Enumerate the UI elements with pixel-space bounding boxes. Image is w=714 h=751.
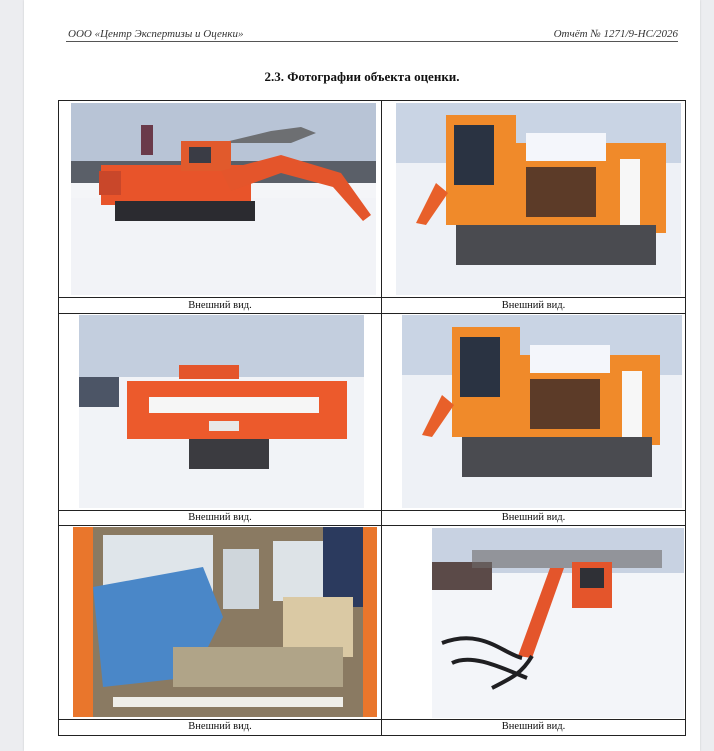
excavator-boom-photo: [432, 528, 684, 718]
excavator-cab-front-photo: [396, 103, 681, 295]
excavator-rear-counterweight-photo: [79, 315, 364, 508]
photo-caption: Внешний вид.: [501, 512, 566, 523]
section-title: 2.3. Фотографии объекта оценки.: [264, 69, 460, 84]
table-divider: [59, 313, 685, 314]
photo-caption: Внешний вид.: [501, 300, 566, 311]
photo-table: [58, 100, 686, 736]
document-page: [24, 0, 700, 751]
photo-caption: Внешний вид.: [188, 721, 252, 732]
photo-caption: Внешний вид.: [188, 300, 252, 311]
excavator-cab-front-photo: [402, 315, 682, 508]
cab-interior-photo: [73, 527, 377, 717]
table-divider: [59, 297, 685, 298]
report-number: Отчёт № 1271/9-НС/2026: [553, 28, 678, 40]
excavator-side-view-photo: [71, 103, 376, 295]
photo-caption: Внешний вид.: [501, 721, 566, 732]
photo-caption: Внешний вид.: [188, 512, 252, 523]
company-name: ООО «Центр Экспертизы и Оценки»: [68, 28, 244, 40]
table-divider: [59, 510, 685, 511]
table-divider: [381, 101, 382, 735]
table-divider: [59, 525, 685, 526]
table-divider: [59, 719, 685, 720]
header-divider: [66, 41, 678, 42]
